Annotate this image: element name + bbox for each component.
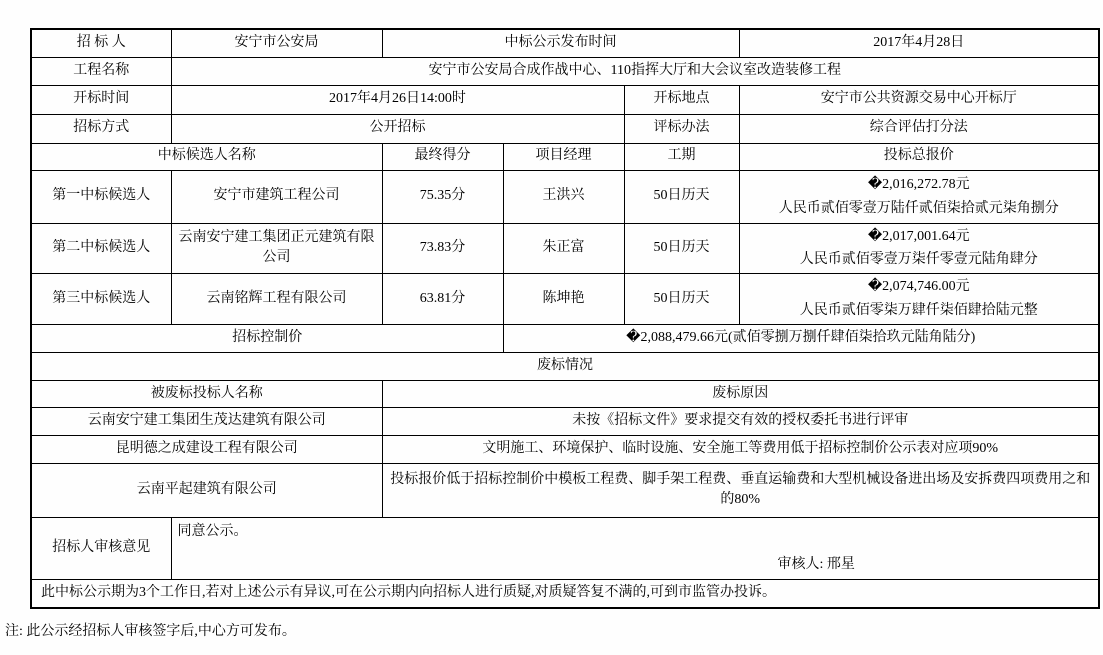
rejected-name-header: 被废标投标人名称: [31, 380, 382, 407]
candidate-manager: 陈坤艳: [503, 274, 624, 325]
footnote: 注: 此公示经招标人审核签字后,中心方可发布。: [5, 623, 296, 639]
project-value: 安宁市公安局合成作战中心、110指挥大厅和大会议室改造装修工程: [171, 57, 1099, 85]
rejected-reason: 未按《招标文件》要求提交有效的授权委托书进行评审: [382, 407, 1099, 435]
audit-opinion-cell: [171, 517, 1099, 580]
candidate-price-number: �2,017,001.64元: [867, 228, 970, 244]
row-candidates-header: [31, 143, 1099, 170]
candidate-name: 云南铭辉工程有限公司: [171, 274, 382, 325]
candidates-score-header: 最终得分: [382, 143, 503, 170]
bid-announcement-table: [30, 28, 1100, 609]
row-rejected-header: [31, 380, 1099, 407]
candidate-price: [739, 223, 1099, 274]
rejected-reason: 文明施工、环境保护、临时设施、安全施工等费用低于招标控制价公示表对应项90%: [382, 435, 1099, 463]
candidate-manager: 王洪兴: [503, 170, 624, 223]
bidder-label: 招 标 人: [31, 29, 171, 57]
candidate-duration: 50日历天: [624, 223, 739, 274]
candidate-row-1: [31, 170, 1099, 223]
rejected-reason-header: 废标原因: [382, 380, 1099, 407]
rejected-row-2: [31, 435, 1099, 463]
candidate-price: [739, 274, 1099, 325]
candidate-score: 75.35分: [382, 170, 503, 223]
candidates-name-header: 中标候选人名称: [31, 143, 382, 170]
candidate-score: 73.83分: [382, 223, 503, 274]
audit-label: 招标人审核意见: [31, 517, 171, 580]
candidate-price: [739, 170, 1099, 223]
row-rejected-title: [31, 352, 1099, 380]
rejected-row-3: [31, 463, 1099, 517]
bidder-value: 安宁市公安局: [171, 29, 382, 57]
rejected-bidder-name: 云南平起建筑有限公司: [31, 463, 382, 517]
row-method: [31, 114, 1099, 143]
candidate-duration: 50日历天: [624, 274, 739, 325]
bid-announcement-page: [0, 28, 1103, 655]
publicity-period-notice: 此中标公示期为3个工作日,若对上述公示有异议,可在公示期内向招标人进行质疑,对质疑答复不满的,可到市监管办投诉。: [31, 580, 1099, 608]
method-value: 公开招标: [171, 114, 624, 143]
row-control-price: [31, 324, 1099, 352]
candidate-price-words: 人民币贰佰零壹万柒仟零壹元陆角肆分: [799, 252, 1038, 268]
row-project: [31, 57, 1099, 85]
open-place-label: 开标地点: [624, 85, 739, 114]
candidate-rank: 第一中标候选人: [31, 170, 171, 223]
publish-time-label: 中标公示发布时间: [382, 29, 739, 57]
rejected-row-1: [31, 407, 1099, 435]
row-notice: [31, 580, 1099, 608]
open-time-value: 2017年4月26日14:00时: [171, 85, 624, 114]
audit-comment: 同意公示。: [177, 523, 248, 539]
candidate-price-number: �2,074,746.00元: [867, 279, 970, 295]
candidate-manager: 朱正富: [503, 223, 624, 274]
candidates-manager-header: 项目经理: [503, 143, 624, 170]
candidate-row-3: [31, 274, 1099, 325]
candidate-name: 安宁市建筑工程公司: [171, 170, 382, 223]
row-bidder: [31, 29, 1099, 57]
method-label: 招标方式: [31, 114, 171, 143]
candidate-rank: 第二中标候选人: [31, 223, 171, 274]
candidate-price-words: 人民币贰佰零壹万陆仟贰佰柒拾贰元柒角捌分: [778, 200, 1059, 216]
candidate-name: 云南安宁建工集团正元建筑有限公司: [171, 223, 382, 274]
open-place-value: 安宁市公共资源交易中心开标厅: [739, 85, 1099, 114]
control-price-label: 招标控制价: [31, 324, 503, 352]
eval-label: 评标办法: [624, 114, 739, 143]
row-audit: [31, 517, 1099, 580]
rejected-reason: 投标报价低于招标控制价中模板工程费、脚手架工程费、垂直运输费和大型机械设备进出场及安拆费四项费用之和的80%: [382, 463, 1099, 517]
rejected-section-title: 废标情况: [31, 352, 1099, 380]
candidates-price-header: 投标总报价: [739, 143, 1099, 170]
candidate-price-words: 人民币贰佰零柒万肆仟柒佰肆拾陆元整: [799, 302, 1038, 318]
open-time-label: 开标时间: [31, 85, 171, 114]
rejected-bidder-name: 云南安宁建工集团生茂达建筑有限公司: [31, 407, 382, 435]
candidate-score: 63.81分: [382, 274, 503, 325]
control-price-value: �2,088,479.66元(贰佰零捌万捌仟肆佰柒拾玖元陆角陆分): [503, 324, 1099, 352]
publish-time-value: 2017年4月28日: [739, 29, 1099, 57]
candidate-rank: 第三中标候选人: [31, 274, 171, 325]
rejected-bidder-name: 昆明德之成建设工程有限公司: [31, 435, 382, 463]
row-open-time: [31, 85, 1099, 114]
candidate-duration: 50日历天: [624, 170, 739, 223]
auditor-signature: 审核人: 邢星: [777, 556, 855, 572]
candidate-row-2: [31, 223, 1099, 274]
eval-value: 综合评估打分法: [739, 114, 1099, 143]
candidates-duration-header: 工期: [624, 143, 739, 170]
project-label: 工程名称: [31, 57, 171, 85]
candidate-price-number: �2,016,272.78元: [867, 176, 970, 192]
